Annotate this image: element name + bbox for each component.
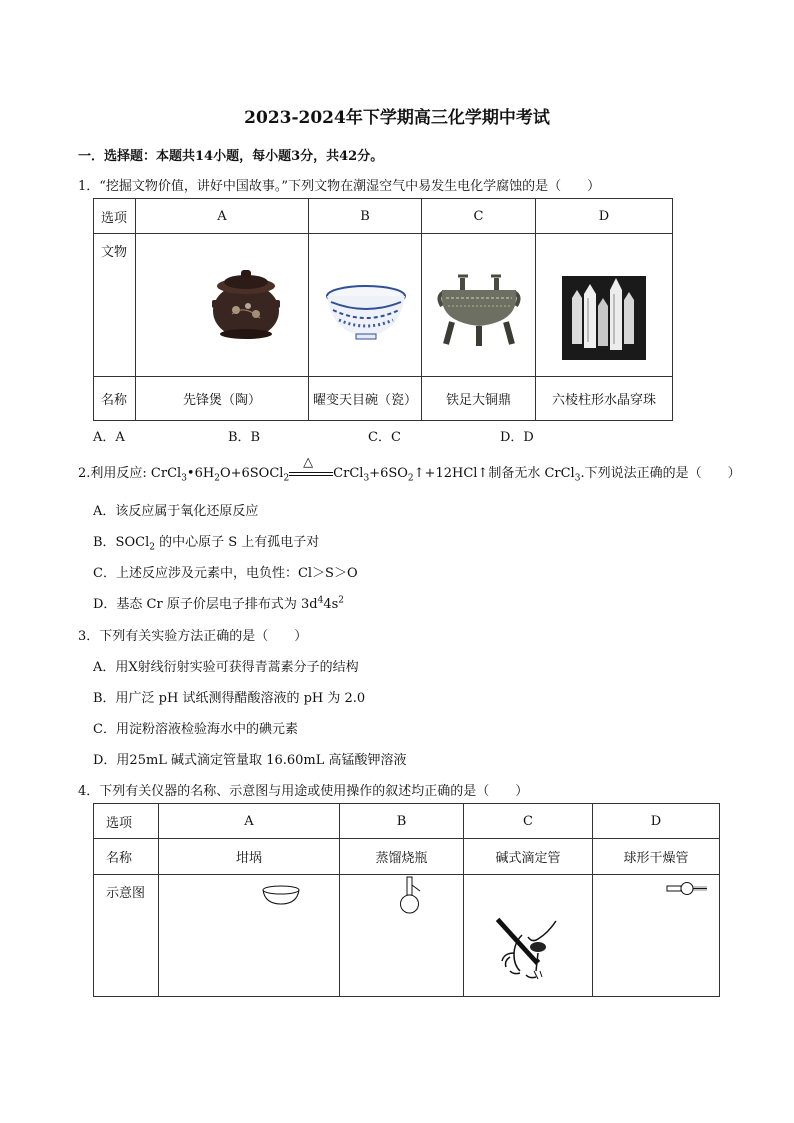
clay-pot-photo <box>136 234 308 372</box>
q1-header-c: C <box>422 199 536 234</box>
q1-name-b: 曜变天目碗（瓷） <box>309 377 422 421</box>
q4-header-c: C <box>464 804 593 839</box>
q4-row-diagram-label: 示意图 <box>94 875 159 997</box>
q1-row-name-label: 名称 <box>94 377 136 421</box>
burette-hand-icon <box>464 875 592 992</box>
q1-table <box>93 198 673 421</box>
q1-choice-d[interactable]: D．D <box>500 430 534 445</box>
q4-table <box>93 803 720 997</box>
q2-option-a[interactable]: A．该反应属于氧化还原反应 <box>93 504 259 519</box>
q4-name-d: 球形干燥管 <box>593 839 720 875</box>
q2-option-c[interactable]: C．上述反应涉及元素中，电负性：Cl＞S＞O <box>93 566 358 581</box>
q2-option-b[interactable]: B．SOCl$_2$ 的中心原子 S 上有孤电子对 <box>93 535 320 553</box>
q1-image-c <box>422 234 536 377</box>
q4-name-a: 坩埚 <box>159 839 340 875</box>
crystal-prisms-photo <box>536 234 672 372</box>
q1-header-b: B <box>309 199 422 234</box>
q4-header-d: D <box>593 804 720 839</box>
q4-diagram-a <box>159 875 340 997</box>
q4-row-name-label: 名称 <box>94 839 159 875</box>
q3-option-c[interactable]: C．用淀粉溶液检验海水中的碘元素 <box>93 722 298 737</box>
q2-stem-end: .下列说法正确的是（ ） <box>580 466 741 481</box>
q3-option-d[interactable]: D．用25mL 碱式滴定管量取 16.60mL 高锰酸钾溶液 <box>93 753 407 768</box>
q1-image-a <box>136 234 309 377</box>
q4-header-b: B <box>340 804 464 839</box>
section-heading: 一．选择题：本题共14小题，每小题3分，共42分。 <box>78 149 384 164</box>
q1-choice-b[interactable]: B．B <box>228 430 261 445</box>
q1-row-artifact-label: 文物 <box>94 234 136 377</box>
q1-header-a: A <box>136 199 309 234</box>
porcelain-bowl-photo <box>309 234 421 372</box>
drying-tube-icon <box>593 875 719 992</box>
q2-stem-start: 2.利用反应: CrCl <box>78 466 182 481</box>
q4-name-c: 碱式滴定管 <box>464 839 593 875</box>
q1-header-option: 选项 <box>94 199 136 234</box>
q2-stem-middle: +12HCl↑制备无水 CrCl <box>424 466 575 481</box>
q4-header-a: A <box>159 804 340 839</box>
q1-choice-c[interactable]: C．C <box>368 430 401 445</box>
q4-diagram-c <box>464 875 593 997</box>
q1-image-b <box>309 234 422 377</box>
heat-condition-icon: △ <box>289 467 333 481</box>
q1-name-c: 铁足大铜鼎 <box>422 377 536 421</box>
q1-stem: 1．“挖掘文物价值，讲好中国故事。”下列文物在潮湿空气中易发生电化学腐蚀的是（ ） <box>78 179 601 194</box>
q2-stem: 2.利用反应: $CrCl_3•6H_2O+6SOCl_2$ △ $CrCl_3+6SO_2↑+12HCl↑$制备无水 CrCl$_3$.下列说法正确的是（ ） <box>78 454 741 484</box>
bronze-ding-photo <box>422 234 535 372</box>
distilling-flask-icon <box>340 875 463 992</box>
q1-choice-a[interactable]: A．A <box>93 430 125 445</box>
q3-option-b[interactable]: B．用广泛 pH 试纸测得醋酸溶液的 pH 为 2.0 <box>93 691 366 706</box>
q4-name-b: 蒸馏烧瓶 <box>340 839 464 875</box>
q1-header-d: D <box>536 199 673 234</box>
q4-diagram-b <box>340 875 464 997</box>
q2-option-d[interactable]: D．基态 Cr 原子价层电子排布式为 $3d^44s^2$ <box>93 595 344 612</box>
q3-stem: 3．下列有关实验方法正确的是（ ） <box>78 629 308 644</box>
q4-stem: 4．下列有关仪器的名称、示意图与用途或使用操作的叙述均正确的是（ ） <box>78 784 529 799</box>
q3-option-a[interactable]: A．用X射线衍射实验可获得青蒿素分子的结构 <box>93 660 359 675</box>
exam-title: 2023-2024年下学期高三化学期中考试 <box>244 108 550 128</box>
q1-name-d: 六棱柱形水晶穿珠 <box>536 377 673 421</box>
q4-header-option: 选项 <box>94 804 159 839</box>
crucible-icon <box>159 875 339 992</box>
q2-option-b-text: B．SOCl <box>93 535 150 550</box>
q1-image-d <box>536 234 673 377</box>
q2-option-d-text: D．基态 Cr 原子价层电子排布式为 3d <box>93 597 318 612</box>
q1-name-a: 先锋煲（陶） <box>136 377 309 421</box>
q4-diagram-d <box>593 875 720 997</box>
